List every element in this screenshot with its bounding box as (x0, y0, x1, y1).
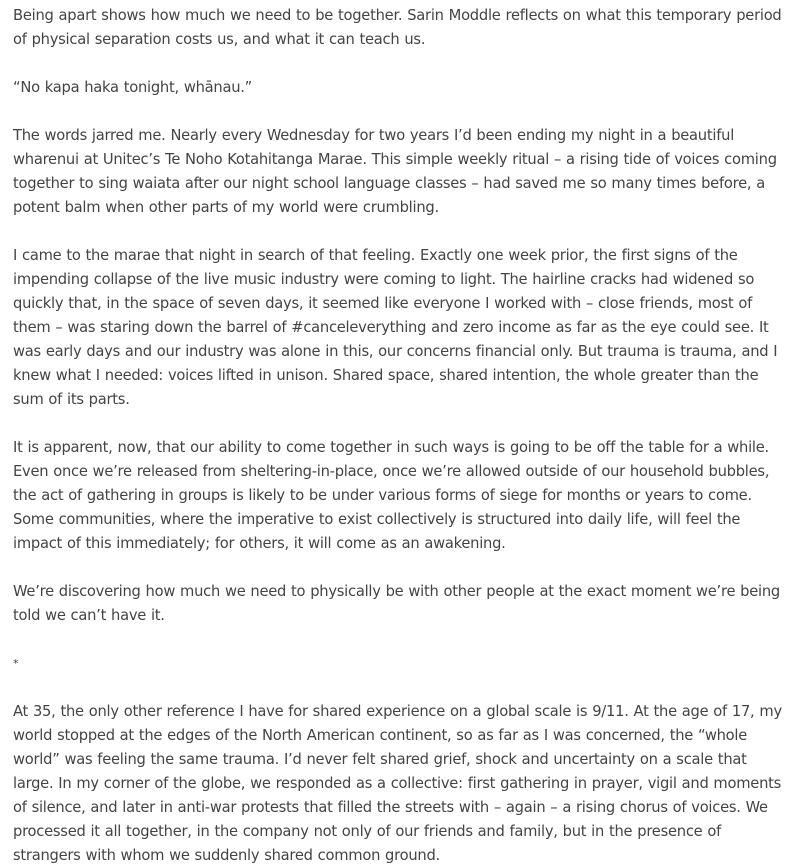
article-paragraph: It is apparent, now, that our ability to come together in such ways is going to be off the table for a while. Even once we’re released from sheltering-in-place, once we’re allowed outside of our household bubbles, the act of gathering in groups is likely to be under various forms of siege for months or years to come. Some communities, where the imperative to exist collectively is structured into daily life, will feel the impact of this immediately; for others, it will come as an awakening. (13, 439, 770, 552)
article-paragraph: The words jarred me. Nearly every Wednesday for two years I’d been ending my night in a beautiful wharenui at Unitec’s Te Noho Kotahitanga Marae. This simple weekly ritual – a rising tide of voices coming together to sing waiata after our night school language classes – had saved me so many times before, a potent balm when other parts of my world were crumbling. (13, 127, 777, 216)
article-paragraph: “No kapa haka tonight, whānau.” (13, 79, 253, 96)
section-divider: * (13, 657, 19, 670)
article-paragraph: We’re discovering how much we need to physically be with other people at the exact moment we’re being told we can’t have it. (13, 583, 780, 624)
article-standfirst: Being apart shows how much we need to be together. Sarin Moddle reflects on what this temporary period of physical separation costs us, and what it can teach us. (13, 7, 782, 48)
article-paragraph: I came to the marae that night in search of that feeling. Exactly one week prior, the first signs of the impending collapse of the live music industry were coming to light. The hairline cracks had widened so quickly that, in the space of seven days, it seemed like everyone I worked with – close friends, most of them – was staring down the barrel of #canceleverything and zero income as far as the eye could see. It was early days and our industry was alone in this, our concerns financial only. But trauma is trauma, and I knew what I needed: voices lifted in unison. Shared space, shared intention, the whole greater than the sum of its parts. (13, 247, 778, 408)
article-paragraph: At 35, the only other reference I have for shared experience on a global scale is 9/11. At the age of 17, my world stopped at the edges of the North American continent, so as far as I was concerned, the “whole world” was feeling the same trauma. I’d never felt shared grief, shock and uncertainty on a scale that large. In my corner of the globe, we responded as a collective: first gathering in prayer, vigil and moments of silence, and later in anti-war protests that filled the streets with – again – a rising chorus of voices. We processed it all together, in the company not only of our friends and family, but in the presence of strangers with whom we suddenly shared common ground. (13, 703, 782, 864)
